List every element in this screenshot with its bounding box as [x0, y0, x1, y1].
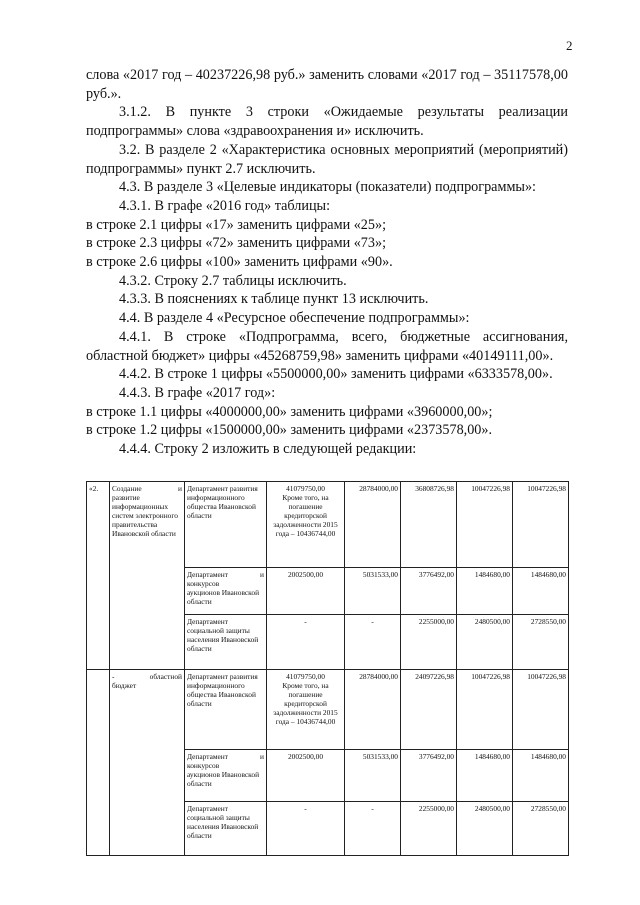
executor-cell: Департамент развития информационного общества Ивановской области: [185, 670, 267, 750]
executor-cell: Департамент конкурсов и аукционов Ивановской области: [185, 568, 267, 615]
paragraph: 3.2. В разделе 2 «Характеристика основных мероприятий (мероприятий) подпрограммы» пункт 2.7 исключить.: [86, 141, 568, 177]
value-cell-2016: 24097226,98: [401, 670, 457, 750]
paragraph: 4.4.1. В строке «Подпрограмма, всего, бюджетные ассигнования, областной бюджет» цифры «45268759,98» заменить цифрами «40149111,00».: [86, 328, 568, 364]
value-cell-2018: 1484680,00: [513, 750, 569, 802]
paragraph: в строке 2.6 цифры «100» заменить цифрами «90».: [86, 254, 393, 271]
budget-source-cell: - областной бюджет: [110, 670, 185, 856]
value-cell-2018: 2728550,00: [513, 615, 569, 670]
paragraph: 4.3. В разделе 3 «Целевые индикаторы (показатели) подпрограммы»:: [119, 179, 536, 196]
paragraph: в строке 2.3 цифры «72» заменить цифрами «73»;: [86, 235, 387, 252]
value-cell-2014: 41079750,00 Кроме того, на погашение кредиторской задолженности 2015 года – 10436744,00: [267, 670, 345, 750]
paragraph: 4.4.3. В графе «2017 год»:: [119, 384, 276, 401]
value-cell-2014: 2002500,00: [267, 568, 345, 615]
value-cell-2016: 3776492,00: [401, 750, 457, 802]
paragraph: 4.3.1. В графе «2016 год» таблицы:: [119, 197, 331, 214]
row-number-cell: [87, 670, 110, 856]
executor-cell: Департамент конкурсов и аукционов Ивановской области: [185, 750, 267, 802]
paragraph: в строке 2.1 цифры «17» заменить цифрами «25»;: [86, 216, 387, 233]
executor-cell: Департамент развития информационного общества Ивановской области: [185, 482, 267, 568]
paragraph: в строке 1.1 цифры «4000000,00» заменить цифрами «3960000,00»;: [86, 403, 493, 420]
value-cell-2016: 2255000,00: [401, 802, 457, 856]
value-cell-2018: 2728550,00: [513, 802, 569, 856]
value-cell-2015: 28784000,00: [345, 670, 401, 750]
resource-table: [86, 481, 569, 856]
value-cell-2017: 10047226,98: [457, 482, 513, 568]
value-cell-2015: 28784000,00: [345, 482, 401, 568]
value-cell-2016: 36808726,98: [401, 482, 457, 568]
value-cell-2018: 10047226,98: [513, 482, 569, 568]
value-cell-2018: 10047226,98: [513, 670, 569, 750]
value-cell-2015: 5031533,00: [345, 750, 401, 802]
value-cell-2014: 41079750,00 Кроме того, на погашение кредиторской задолженности 2015 года – 10436744,00: [267, 482, 345, 568]
executor-cell: Департамент социальной защиты населения Ивановской области: [185, 615, 267, 670]
value-cell-2017: 2480500,00: [457, 802, 513, 856]
activity-name-cell: Создание и развитие информационных систем электронного правительства Ивановской области: [110, 482, 185, 670]
value-cell-2015: 5031533,00: [345, 568, 401, 615]
page-number: 2: [566, 38, 573, 53]
value-cell-2018: 1484680,00: [513, 568, 569, 615]
value-cell-2017: 2480500,00: [457, 615, 513, 670]
value-cell-2014: -: [267, 615, 345, 670]
value-cell-2014: 2002500,00: [267, 750, 345, 802]
value-cell-2017: 10047226,98: [457, 670, 513, 750]
document-body: [86, 66, 568, 459]
value-cell-2015: -: [345, 802, 401, 856]
value-cell-2017: 1484680,00: [457, 568, 513, 615]
paragraph: слова «2017 год – 40237226,98 руб.» заменить словами «2017 год – 35117578,00 руб.».: [86, 67, 568, 102]
table-row: [87, 670, 569, 750]
paragraph: 4.4. В разделе 4 «Ресурсное обеспечение подпрограммы»:: [119, 310, 470, 327]
executor-cell: Департамент социальной защиты населения Ивановской области: [185, 802, 267, 856]
paragraph: 4.3.3. В пояснениях к таблице пункт 13 исключить.: [119, 291, 429, 308]
paragraph: 4.4.2. В строке 1 цифры «5500000,00» заменить цифрами «6333578,00».: [119, 366, 553, 383]
table-row: [87, 482, 569, 568]
row-number-cell: «2.: [87, 482, 110, 670]
paragraph: 3.1.2. В пункте 3 строки «Ожидаемые результаты реализации подпрограммы» слова «здравоохранения и» исключить.: [86, 104, 568, 140]
value-cell-2017: 1484680,00: [457, 750, 513, 802]
paragraph: 4.4.4. Строку 2 изложить в следующей редакции:: [119, 441, 417, 458]
value-cell-2015: -: [345, 615, 401, 670]
value-cell-2014: -: [267, 802, 345, 856]
paragraph: в строке 1.2 цифры «1500000,00» заменить цифрами «2373578,00».: [86, 422, 493, 439]
paragraph: 4.3.2. Строку 2.7 таблицы исключить.: [119, 272, 347, 289]
value-cell-2016: 2255000,00: [401, 615, 457, 670]
value-cell-2016: 3776492,00: [401, 568, 457, 615]
